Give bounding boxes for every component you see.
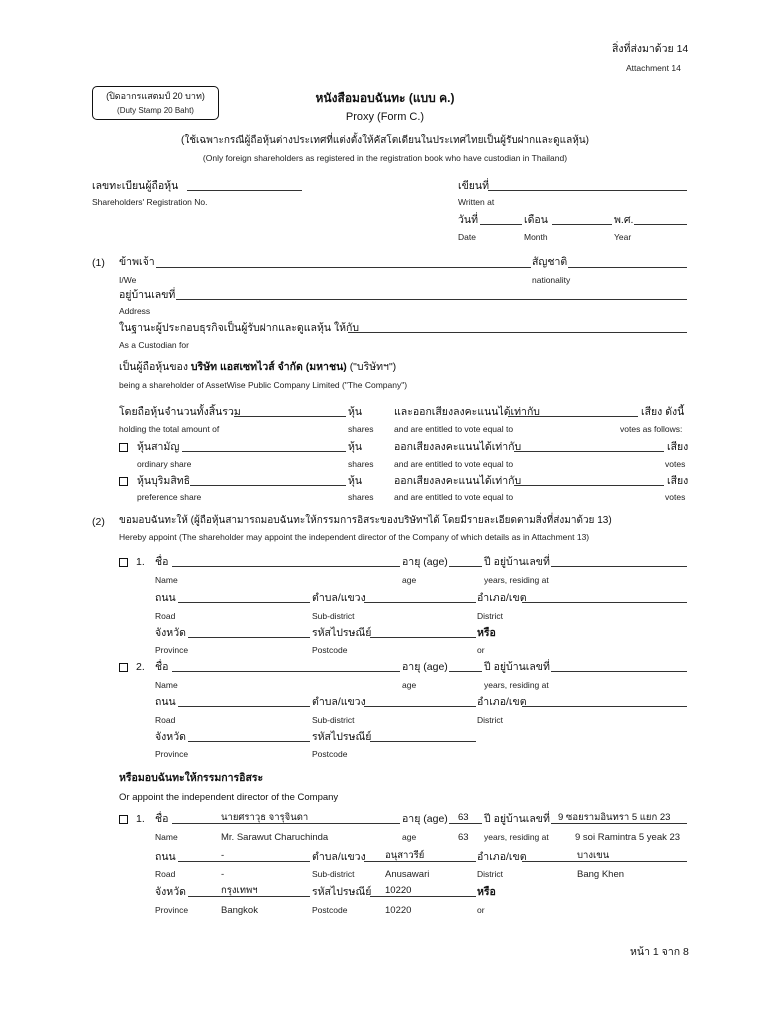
section-2-number: (2) xyxy=(92,516,105,528)
address-label-th: อยู่บ้านเลขที่ xyxy=(119,289,176,301)
ordinary-share-label-en: ordinary share xyxy=(137,459,192,469)
indep-residing-label-th: ปี อยู่บ้านเลขที่ xyxy=(484,813,550,825)
proxy-2-subdistrict-field[interactable] xyxy=(364,706,476,707)
title-note-en: (Only foreign shareholders as registered in the registration book who have custodian in Thailand) xyxy=(202,153,568,163)
proxy-2-road-label-th: ถนน xyxy=(155,696,176,708)
preference-share-label-th: หุ้นบุริมสิทธิ xyxy=(137,475,191,487)
proxy-1-subdistrict-field[interactable] xyxy=(364,602,476,603)
title-note-th: (ใช้เฉพาะกรณีผู้ถือหุ้นต่างประเทศที่แต่งตั้งให้คัสโตเดียนในประเทศไทยเป็นผู้รับฝากและดูแลหุ้น) xyxy=(181,135,589,146)
proxy-1-age-label-en: age xyxy=(402,575,417,585)
date-label-en: Date xyxy=(458,232,476,242)
shareholder-line-en: being a shareholder of AssetWise Public Company Limited ("The Company") xyxy=(119,380,408,390)
proxy-1-road-label-en: Road xyxy=(155,611,176,621)
indep-subdistrict-label-en: Sub-district xyxy=(312,869,355,879)
stamp-text-en: (Duty Stamp 20 Baht) xyxy=(117,106,194,115)
proxy-2-postcode-label-en: Postcode xyxy=(312,749,348,759)
proxy-2-name-label-en: Name xyxy=(155,680,178,690)
proxy-1-residing-label-th: ปี อยู่บ้านเลขที่ xyxy=(484,556,550,568)
indep-district-th: บางเขน xyxy=(577,850,610,861)
indep-subdistrict-label-th: ตำบล/แขวง xyxy=(312,851,366,863)
indep-road-label-en: Road xyxy=(155,869,176,879)
indep-province-label-th: จังหวัด xyxy=(155,886,186,898)
year-label-en: Year xyxy=(614,232,632,242)
attachment-label-th: สิ่งที่ส่งมาด้วย 14 xyxy=(612,43,689,55)
address-label-en: Address xyxy=(119,306,151,316)
month-label-en: Month xyxy=(524,232,548,242)
preference-share-label-en: preference share xyxy=(137,492,202,502)
proxy-1-road-field[interactable] xyxy=(178,602,310,603)
written-at-field[interactable] xyxy=(488,190,687,191)
proxy-2-age-field[interactable] xyxy=(449,671,482,672)
appoint-label-en: Hereby appoint (The shareholder may appoint the independent director of the Company of which details as in Attachment 13) xyxy=(119,532,590,542)
proxy-1-name-label-en: Name xyxy=(155,575,178,585)
preference-vote-label-th: ออกเสียงลงคะแนนได้เท่ากับ xyxy=(394,475,522,487)
indep-address-th: 9 ซอยรามอินทรา 5 แยก 23 xyxy=(558,812,671,823)
independent-director-checkbox[interactable] xyxy=(119,815,128,824)
proxy-1-age-label-th: อายุ (age) xyxy=(402,556,448,568)
indep-age-value: 63 xyxy=(458,812,469,823)
page-title-en: Proxy (Form C.) xyxy=(345,111,425,123)
proxy-1-checkbox[interactable] xyxy=(119,558,128,567)
proxy-1-postcode-label-en: Postcode xyxy=(312,645,348,655)
indep-road-label-th: ถนน xyxy=(155,851,176,863)
proxy-2-province-label-en: Province xyxy=(155,749,189,759)
shares-unit-en: shares xyxy=(348,424,374,434)
indep-road-th: - xyxy=(221,850,225,861)
ordinary-share-label-th: หุ้นสามัญ xyxy=(137,441,180,453)
proxy-2-age-label-en: age xyxy=(402,680,417,690)
proxy-2-age-label-th: อายุ (age) xyxy=(402,661,448,673)
company-short-th: ("บริษัทฯ") xyxy=(349,361,397,373)
proxy-2-postcode-label-th: รหัสไปรษณีย์ xyxy=(312,731,372,743)
proxy-1-district-label-th: อำเภอ/เขต xyxy=(477,592,527,604)
indep-province-en: Bangkok xyxy=(221,905,258,916)
written-label-en: Written at xyxy=(458,197,495,207)
ordinary-shares-field[interactable] xyxy=(182,451,346,452)
company-name-th: บริษัท แอสเซทไวส์ จำกัด (มหาชน) xyxy=(190,361,347,373)
indep-address-en: 9 soi Ramintra 5 yeak 23 xyxy=(575,832,681,843)
indep-or-en: or xyxy=(477,905,485,915)
year-label-th: พ.ศ. xyxy=(614,214,634,226)
votes-as-follows-en: votes as follows: xyxy=(620,424,683,434)
nationality-label-th: สัญชาติ xyxy=(532,256,568,268)
proxy-2-road-field[interactable] xyxy=(178,706,310,707)
indep-district-en: Bang Khen xyxy=(577,869,625,880)
indep-road-en: - xyxy=(221,869,225,880)
proxy-2-residing-label-th: ปี อยู่บ้านเลขที่ xyxy=(484,661,550,673)
indep-postcode-line xyxy=(370,896,476,897)
grantor-name-field[interactable] xyxy=(156,267,531,268)
proxy-1-province-field[interactable] xyxy=(188,637,310,638)
votes-as-follows-th: เสียง ดังนี้ xyxy=(641,406,685,418)
vote-label-th: และออกเสียงลงคะแนนได้เท่ากับ xyxy=(394,406,540,418)
indep-name-line xyxy=(172,823,400,824)
preference-shares-field[interactable] xyxy=(190,485,346,486)
vote-label-en: and are entitled to vote equal to xyxy=(394,424,514,434)
shareholder-line-th xyxy=(119,362,396,373)
indep-residing-label-en: years, residing at xyxy=(484,832,549,842)
date-label-th: วันที่ xyxy=(458,214,478,226)
proxy-1-number: 1. xyxy=(136,556,145,568)
proxy-1-road-label-th: ถนน xyxy=(155,592,176,604)
ordinary-share-checkbox[interactable] xyxy=(119,443,128,452)
indep-province-label-en: Province xyxy=(155,905,189,915)
indep-age-line xyxy=(449,823,482,824)
shareholder-of-label: เป็นผู้ถือหุ้นของ xyxy=(119,361,188,373)
indep-address-line xyxy=(551,823,687,824)
ordinary-shares-unit-th: หุ้น xyxy=(348,441,363,453)
indep-postcode-label-en: Postcode xyxy=(312,905,348,915)
indep-subdistrict-line xyxy=(364,861,476,862)
independent-director-number: 1. xyxy=(136,813,145,825)
custodian-label-en: As a Custodian for xyxy=(119,340,189,350)
proxy-2-number: 2. xyxy=(136,661,145,673)
independent-director-heading-en: Or appoint the independent director of the Company xyxy=(119,792,339,803)
attachment-label-en: Attachment 14 xyxy=(626,63,681,73)
indep-postcode-label-th: รหัสไปรษณีย์ xyxy=(312,886,372,898)
preference-shares-unit-en: shares xyxy=(348,492,374,502)
indep-postcode-en: 10220 xyxy=(385,905,412,916)
proxy-2-province-label-th: จังหวัด xyxy=(155,731,186,743)
proxy-1-postcode-field[interactable] xyxy=(370,637,476,638)
grantor-label-th: ข้าพเจ้า xyxy=(119,256,155,268)
indep-subdistrict-th: อนุสาวรีย์ xyxy=(385,850,425,861)
nationality-label-en: nationality xyxy=(532,275,571,285)
month-label-th: เดือน xyxy=(524,214,548,226)
proxy-2-address-field[interactable] xyxy=(551,671,687,672)
proxy-2-road-label-en: Road xyxy=(155,715,176,725)
written-label-th: เขียนที่ xyxy=(458,180,490,192)
proxy-1-or-th: หรือ xyxy=(477,627,496,639)
holding-label-th: โดยถือหุ้นจำนวนทั้งสิ้นรวม xyxy=(119,406,241,418)
indep-postcode-th: 10220 xyxy=(385,885,412,896)
proxy-1-province-label-th: จังหวัด xyxy=(155,627,186,639)
indep-road-line xyxy=(178,861,310,862)
custodian-for-field[interactable] xyxy=(348,332,687,333)
proxy-1-or-en: or xyxy=(477,645,485,655)
total-shares-field[interactable] xyxy=(234,416,346,417)
indep-age-label-th: อายุ (age) xyxy=(402,813,448,825)
shares-unit-th: หุ้น xyxy=(348,406,363,418)
independent-director-heading-th: หรือมอบฉันทะให้กรรมการอิสระ xyxy=(119,772,264,784)
reg-label-th: เลขทะเบียนผู้ถือหุ้น xyxy=(92,180,179,192)
ordinary-votes-field[interactable] xyxy=(514,451,664,452)
proxy-1-address-field[interactable] xyxy=(551,566,687,567)
indep-subdistrict-en: Anusawari xyxy=(385,869,430,880)
preference-votes-field[interactable] xyxy=(514,485,664,486)
reg-label-en: Shareholders' Registration No. xyxy=(92,197,208,207)
proxy-1-district-field[interactable] xyxy=(522,602,687,603)
ordinary-shares-unit-en: shares xyxy=(348,459,374,469)
address-field[interactable] xyxy=(176,299,687,300)
grantor-label-en: I/We xyxy=(119,275,137,285)
proxy-2-residing-label-en: years, residing at xyxy=(484,680,549,690)
indep-district-label-en: District xyxy=(477,869,503,879)
proxy-1-residing-label-en: years, residing at xyxy=(484,575,549,585)
total-votes-field[interactable] xyxy=(508,416,638,417)
indep-name-label-th: ชื่อ xyxy=(155,813,169,825)
preference-vote-label-en: and are entitled to vote equal to xyxy=(394,492,514,502)
proxy-2-name-field[interactable] xyxy=(172,671,400,672)
indep-district-line xyxy=(522,861,687,862)
proxy-1-subdistrict-label-th: ตำบล/แขวง xyxy=(312,592,366,604)
proxy-2-district-label-th: อำเภอ/เขต xyxy=(477,696,527,708)
indep-name-en: Mr. Sarawut Charuchinda xyxy=(221,832,329,843)
duty-stamp-box xyxy=(92,86,219,120)
proxy-2-subdistrict-label-en: Sub-district xyxy=(312,715,355,725)
indep-age-label-en: age xyxy=(402,832,417,842)
ordinary-vote-label-en: and are entitled to vote equal to xyxy=(394,459,514,469)
ordinary-vote-label-th: ออกเสียงลงคะแนนได้เท่ากับ xyxy=(394,441,522,453)
custodian-label-th: ในฐานะผู้ประกอบธุรกิจเป็นผู้รับฝากและดูแลหุ้น ให้กับ xyxy=(119,322,360,334)
indep-province-th: กรุงเทพฯ xyxy=(221,885,258,896)
proxy-1-name-label-th: ชื่อ xyxy=(155,556,169,568)
stamp-text-th: (ปิดอากรแสตมป์ 20 บาท) xyxy=(106,91,205,101)
ordinary-votes-unit-en: votes xyxy=(665,459,686,469)
proxy-2-district-field[interactable] xyxy=(522,706,687,707)
preference-shares-unit-th: หุ้น xyxy=(348,475,363,487)
indep-or-th: หรือ xyxy=(477,886,496,898)
proxy-2-name-label-th: ชื่อ xyxy=(155,661,169,673)
date-field[interactable] xyxy=(480,224,522,225)
indep-district-label-th: อำเภอ/เขต xyxy=(477,851,527,863)
holding-label-en: holding the total amount of xyxy=(119,424,220,434)
proxy-2-checkbox[interactable] xyxy=(119,663,128,672)
proxy-1-subdistrict-label-en: Sub-district xyxy=(312,611,355,621)
section-1-number: (1) xyxy=(92,257,105,269)
month-field[interactable] xyxy=(552,224,612,225)
proxy-1-province-label-en: Province xyxy=(155,645,189,655)
reg-number-field[interactable] xyxy=(187,190,302,191)
proxy-1-age-field[interactable] xyxy=(449,566,482,567)
indep-name-label-en: Name xyxy=(155,832,178,842)
proxy-2-postcode-field[interactable] xyxy=(370,741,476,742)
preference-votes-unit-th: เสียง xyxy=(667,475,689,487)
preference-votes-unit-en: votes xyxy=(665,492,686,502)
ordinary-votes-unit-th: เสียง xyxy=(667,441,689,453)
proxy-1-district-label-en: District xyxy=(477,611,503,621)
indep-name-th: นายศราวุธ จารุจินดา xyxy=(221,812,309,823)
proxy-2-subdistrict-label-th: ตำบล/แขวง xyxy=(312,696,366,708)
nationality-field[interactable] xyxy=(568,267,687,268)
proxy-1-name-field[interactable] xyxy=(172,566,400,567)
proxy-2-district-label-en: District xyxy=(477,715,503,725)
year-field[interactable] xyxy=(634,224,687,225)
appoint-label-th: ขอมอบฉันทะให้ (ผู้ถือหุ้นสามารถมอบฉันทะให้กรรมการอิสระของบริษัทฯได้ โดยมีรายละเอียดตามสิ่งที่ส่งมาด้วย 13) xyxy=(119,515,612,526)
preference-share-checkbox[interactable] xyxy=(119,477,128,486)
indep-province-line xyxy=(188,896,310,897)
proxy-1-postcode-label-th: รหัสไปรษณีย์ xyxy=(312,627,372,639)
proxy-2-province-field[interactable] xyxy=(188,741,310,742)
page-number: หน้า 1 จาก 8 xyxy=(630,946,689,958)
page-title-th: หนังสือมอบฉันทะ (แบบ ค.) xyxy=(315,91,455,105)
indep-age-value-en: 63 xyxy=(458,832,469,843)
